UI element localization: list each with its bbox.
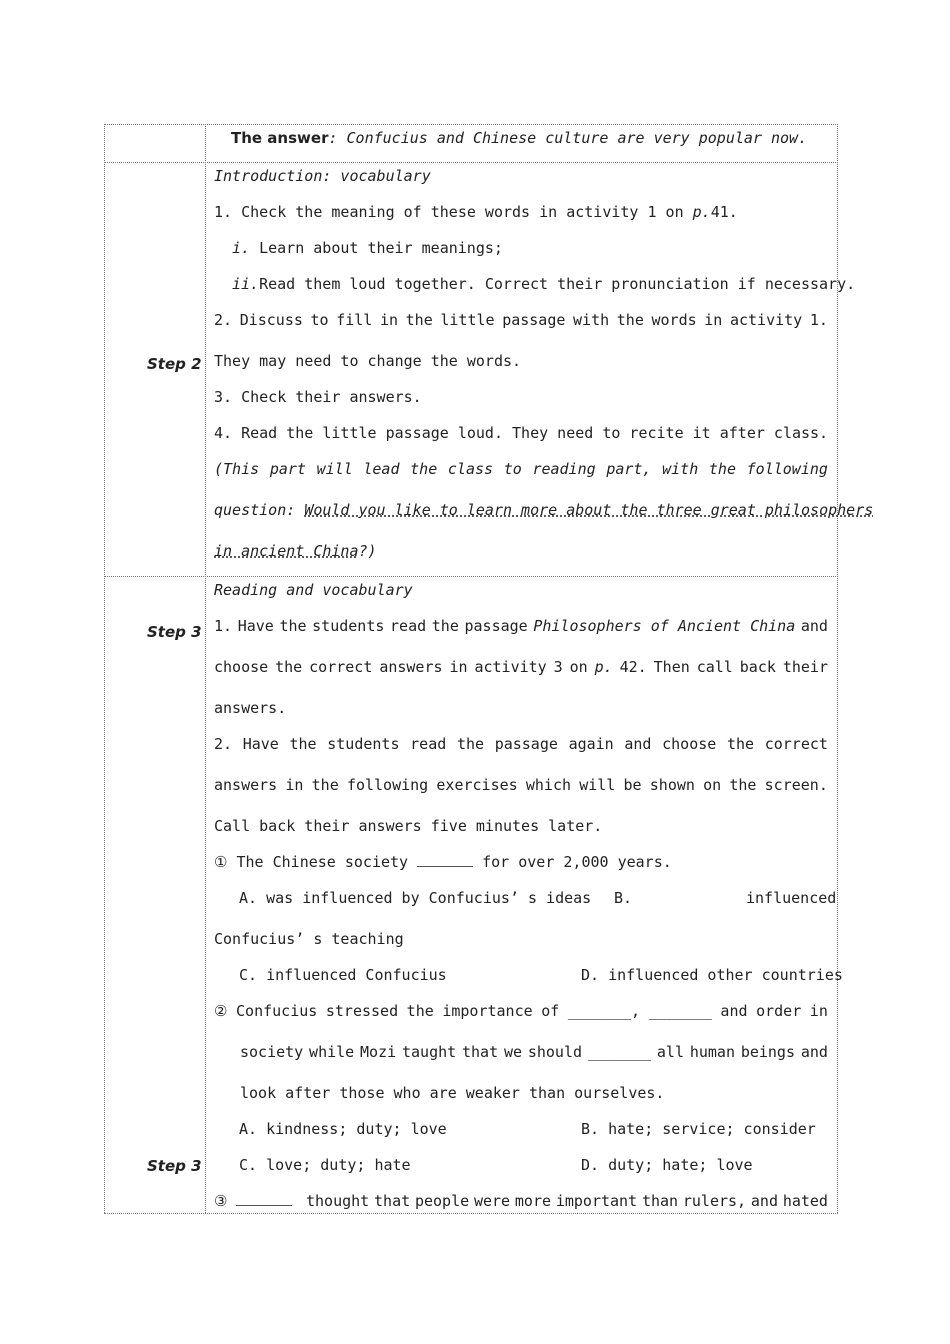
word: words bbox=[651, 311, 697, 329]
word: to bbox=[310, 311, 329, 329]
row-divider-1 bbox=[104, 162, 838, 163]
step2-item1-ii-num: ii. bbox=[232, 275, 260, 293]
step2-item4: 4. Read the little passage loud. They need to recite it after class. bbox=[214, 424, 829, 442]
word: all bbox=[656, 1043, 684, 1061]
q1-option-b-label: B. bbox=[614, 889, 633, 907]
word: following bbox=[746, 460, 828, 478]
word: reading bbox=[532, 460, 596, 478]
word: Have bbox=[242, 735, 279, 753]
word: the bbox=[405, 311, 433, 329]
word: that bbox=[374, 1192, 411, 1210]
step2-item1-post: 41. bbox=[710, 203, 738, 221]
word: which bbox=[525, 776, 572, 794]
step2-item1-i-text: Learn about their meanings; bbox=[250, 239, 503, 257]
word: 3 bbox=[553, 658, 563, 676]
word: while bbox=[309, 1043, 355, 1061]
note-question-label: question: bbox=[214, 501, 305, 519]
word: stressed bbox=[325, 1002, 399, 1020]
question-3-num bbox=[214, 1191, 292, 1211]
q2-option-c: C. love; duty; hate bbox=[239, 1156, 411, 1174]
word: 2. bbox=[214, 311, 233, 329]
word: to bbox=[503, 460, 522, 478]
answer-text: Confucius and Chinese culture are very popular now. bbox=[337, 129, 808, 147]
question-2-line3: look after those who are weaker than ourselves. bbox=[240, 1084, 665, 1102]
word: of bbox=[541, 1002, 560, 1020]
word: class bbox=[447, 460, 494, 478]
answer-colon: : bbox=[328, 129, 338, 147]
word: screen. bbox=[764, 776, 828, 794]
word: their bbox=[782, 658, 828, 676]
word: hated bbox=[782, 1192, 828, 1210]
word: following bbox=[346, 776, 429, 794]
word: and bbox=[624, 735, 652, 753]
word: in bbox=[704, 311, 723, 329]
passage-title: Philosophers of Ancient China bbox=[533, 617, 796, 635]
step2-item1-p: p. bbox=[692, 203, 711, 221]
q1-option-a: A. was influenced by Confucius’ s ideas bbox=[239, 889, 592, 907]
row-divider-2 bbox=[104, 576, 838, 577]
word: taught bbox=[401, 1043, 457, 1061]
word: lead bbox=[363, 460, 400, 478]
word: students bbox=[312, 617, 385, 635]
note-question-end: in ancient China bbox=[214, 542, 359, 560]
word: choose bbox=[214, 658, 269, 676]
q3-blank bbox=[236, 1191, 292, 1206]
q2-option-d: D. duty; hate; love bbox=[581, 1156, 753, 1174]
word: activity bbox=[729, 311, 803, 329]
step3-heading: Reading and vocabulary bbox=[214, 581, 413, 599]
word: and bbox=[800, 1043, 828, 1061]
word: passage bbox=[464, 617, 528, 635]
word: Mozi bbox=[360, 1043, 397, 1061]
word: choose bbox=[662, 735, 717, 753]
word: will bbox=[316, 460, 353, 478]
word: the bbox=[410, 460, 438, 478]
word: call bbox=[696, 658, 733, 676]
word: in bbox=[809, 1002, 828, 1020]
word: the bbox=[431, 617, 459, 635]
word: again bbox=[568, 735, 614, 753]
note-question-close: ?) bbox=[358, 542, 377, 560]
step3-item2-line3: Call back their answers five minutes later. bbox=[214, 817, 603, 835]
step3-item2-line1 bbox=[214, 734, 828, 754]
word: the bbox=[406, 1002, 434, 1020]
word: with bbox=[573, 311, 610, 329]
step2-note-line3 bbox=[214, 541, 377, 561]
answer-line bbox=[231, 128, 807, 148]
q1-post: for over 2,000 years. bbox=[473, 853, 672, 871]
step2-item3: 3. Check their answers. bbox=[214, 388, 422, 406]
step2-item1-i bbox=[232, 238, 503, 258]
word: and bbox=[800, 617, 828, 635]
word: the bbox=[289, 735, 317, 753]
word: little bbox=[440, 311, 495, 329]
question-3-line1 bbox=[306, 1191, 828, 1211]
step2-item1-pre: 1. Check the meaning of these words in activity 1 on bbox=[214, 203, 693, 221]
word: that bbox=[462, 1043, 499, 1061]
word: read bbox=[410, 735, 447, 753]
table-border-bottom bbox=[104, 1213, 838, 1214]
word: passage bbox=[502, 311, 566, 329]
q2-option-a: A. kindness; duty; love bbox=[239, 1120, 447, 1138]
word: read bbox=[390, 617, 427, 635]
step3-label: Step 3 bbox=[147, 623, 202, 641]
word: p. bbox=[594, 658, 613, 676]
word: passage bbox=[494, 735, 558, 753]
word: the bbox=[279, 617, 307, 635]
step2-item2-line1 bbox=[214, 310, 828, 330]
word: part, bbox=[606, 460, 652, 478]
word: people bbox=[414, 1192, 470, 1210]
word: Discuss bbox=[239, 311, 303, 329]
word: activity bbox=[474, 658, 547, 676]
word: and bbox=[720, 1002, 748, 1020]
step3-label-repeat: Step 3 bbox=[147, 1157, 202, 1175]
q1-blank bbox=[417, 852, 473, 867]
q1-option-b-word: influenced bbox=[746, 889, 837, 907]
word: were bbox=[473, 1192, 511, 1210]
word: shown bbox=[649, 776, 695, 794]
word: we bbox=[503, 1043, 523, 1061]
word: fill bbox=[336, 311, 373, 329]
table-border-left bbox=[104, 124, 105, 1213]
word: should bbox=[527, 1043, 583, 1061]
word: on bbox=[569, 658, 588, 676]
q1-option-d: D. influenced other countries bbox=[581, 966, 843, 984]
step2-item1-ii bbox=[232, 274, 855, 294]
q1-option-c: C. influenced Confucius bbox=[239, 966, 447, 984]
word: and bbox=[750, 1192, 778, 1210]
word: the bbox=[708, 460, 736, 478]
word: Have bbox=[237, 617, 274, 635]
word: the bbox=[729, 776, 757, 794]
word: in bbox=[449, 658, 468, 676]
q1-option-b-line2: Confucius’ s teaching bbox=[214, 930, 404, 948]
step3-item2-line2 bbox=[214, 775, 828, 795]
step2-item1-ii-text: Read them loud together. Correct their pronunciation if necessary. bbox=[259, 275, 856, 293]
word: order bbox=[756, 1002, 802, 1020]
word: in bbox=[379, 311, 399, 329]
word: on bbox=[703, 776, 722, 794]
word: with bbox=[662, 460, 699, 478]
word: the bbox=[726, 735, 755, 753]
word: rulers, bbox=[682, 1192, 747, 1210]
word: will bbox=[579, 776, 616, 794]
word: answers bbox=[379, 658, 443, 676]
table-border-top bbox=[104, 124, 838, 125]
word: back bbox=[739, 658, 776, 676]
word: the bbox=[456, 735, 485, 753]
step2-item1 bbox=[214, 202, 738, 222]
word: human bbox=[689, 1043, 735, 1061]
step2-label: Step 2 bbox=[147, 355, 202, 373]
question-1 bbox=[214, 852, 672, 872]
step3-item1-line2 bbox=[214, 657, 828, 677]
word: 1. bbox=[214, 617, 233, 635]
word: 2. bbox=[214, 735, 233, 753]
q3-num: ③ bbox=[214, 1192, 237, 1210]
step3-item1-line3: answers. bbox=[214, 699, 287, 717]
step2-item1-i-num: i. bbox=[232, 239, 251, 257]
word: (This bbox=[214, 460, 260, 478]
word: Confucius bbox=[236, 1002, 318, 1020]
blank: _______ bbox=[587, 1043, 652, 1061]
word: Then bbox=[653, 658, 690, 676]
column-divider bbox=[205, 124, 206, 1213]
word: exercises bbox=[436, 776, 518, 794]
blank: _______, bbox=[567, 1002, 641, 1020]
blank: _______ bbox=[648, 1002, 712, 1020]
word: in bbox=[285, 776, 304, 794]
word: part bbox=[269, 460, 306, 478]
word: the bbox=[616, 311, 644, 329]
word: answers bbox=[214, 776, 278, 794]
answer-label: The answer bbox=[231, 129, 329, 147]
word: thought bbox=[306, 1192, 370, 1210]
word: more bbox=[514, 1192, 552, 1210]
question-2-line1 bbox=[214, 1001, 828, 1021]
word: correct bbox=[309, 658, 373, 676]
step2-note-line2 bbox=[214, 500, 873, 520]
word: society bbox=[240, 1043, 304, 1061]
step2-note-line1 bbox=[214, 459, 828, 479]
word: the bbox=[311, 776, 339, 794]
word: than bbox=[641, 1192, 679, 1210]
word: students bbox=[327, 735, 400, 753]
word: beings bbox=[740, 1043, 795, 1061]
word: important bbox=[555, 1192, 638, 1210]
step2-intro: Introduction: vocabulary bbox=[214, 167, 431, 185]
word: 1. bbox=[809, 311, 828, 329]
question-2-line2 bbox=[240, 1042, 828, 1062]
word: correct bbox=[764, 735, 828, 753]
word: ② bbox=[214, 1002, 228, 1020]
q2-option-b: B. hate; service; consider bbox=[581, 1120, 816, 1138]
note-question-text: Would you like to learn more about the three great philosophers bbox=[304, 501, 874, 519]
step2-item2-line2: They may need to change the words. bbox=[214, 352, 522, 370]
word: importance bbox=[442, 1002, 533, 1020]
step3-item1-line1 bbox=[214, 616, 828, 636]
word: 42. bbox=[619, 658, 647, 676]
word: the bbox=[275, 658, 303, 676]
q1-pre: ① The Chinese society bbox=[214, 853, 418, 871]
word: be bbox=[623, 776, 642, 794]
